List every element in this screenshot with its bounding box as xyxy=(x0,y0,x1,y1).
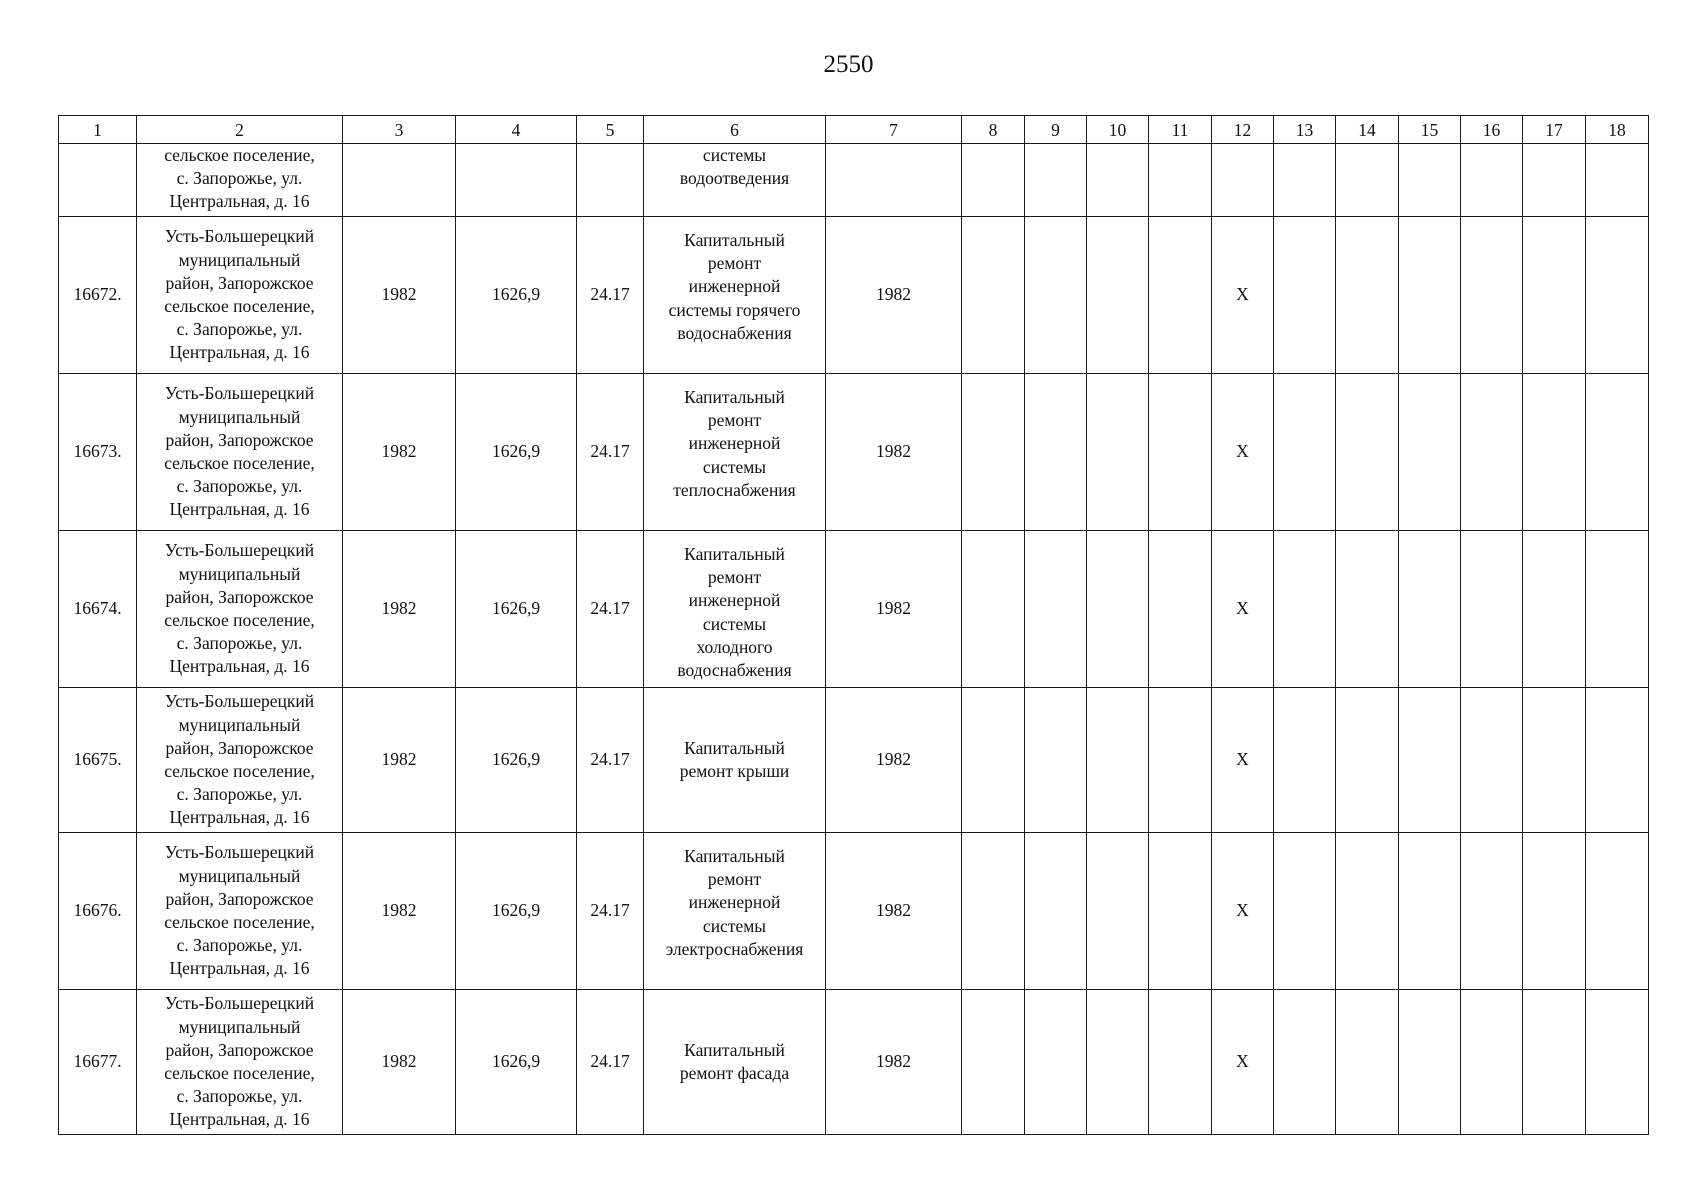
cell-col-11 xyxy=(1149,144,1212,217)
cell-col-11 xyxy=(1149,990,1212,1135)
cell-col-13 xyxy=(1274,374,1336,531)
column-number-12: 12 xyxy=(1212,116,1274,144)
cell-col-15 xyxy=(1399,833,1461,990)
register-table xyxy=(58,115,1649,1135)
column-number-3: 3 xyxy=(343,116,456,144)
address-line: район, Запорожское xyxy=(165,586,314,607)
cell-mark-x: X xyxy=(1212,531,1274,688)
cell-work-type xyxy=(644,144,826,217)
cell-col-9 xyxy=(1025,374,1087,531)
address-line: муниципальный xyxy=(178,865,301,886)
cell-work-type xyxy=(644,374,826,531)
cell-code: 24.17 xyxy=(577,833,644,990)
cell-col-12 xyxy=(1212,144,1274,217)
address-line: район, Запорожское xyxy=(165,1039,314,1060)
cell-col-17 xyxy=(1523,833,1586,990)
cell-col-15 xyxy=(1399,144,1461,217)
cell-work-type xyxy=(644,688,826,833)
cell-row-number: 16672. xyxy=(59,217,137,374)
work-line: ремонт крыши xyxy=(679,761,790,781)
cell-col-14 xyxy=(1336,217,1399,374)
column-number-header-row xyxy=(59,116,1649,144)
address-line: Усть-Большерецкий xyxy=(164,226,315,247)
work-line: ремонт xyxy=(707,253,762,274)
work-line: электроснабжения xyxy=(665,938,804,959)
column-number-13: 13 xyxy=(1274,116,1336,144)
work-line: теплоснабжения xyxy=(673,479,796,500)
address-line: с. Запорожье, ул. xyxy=(176,476,303,497)
cell-col-14 xyxy=(1336,531,1399,688)
cell-col-17 xyxy=(1523,990,1586,1135)
column-number-4: 4 xyxy=(456,116,577,144)
cell-col-11 xyxy=(1149,217,1212,374)
address-line: с. Запорожье, ул. xyxy=(176,168,303,189)
cell-area: 1626,9 xyxy=(456,990,577,1135)
cell-col-8 xyxy=(962,833,1025,990)
address-line: Усть-Большерецкий xyxy=(164,842,315,863)
address-line: район, Запорожское xyxy=(165,737,314,758)
address-line: с. Запорожье, ул. xyxy=(176,935,303,956)
address-line: Центральная, д. 16 xyxy=(169,499,310,520)
work-line: системы xyxy=(702,145,767,165)
cell-year-plan: 1982 xyxy=(826,531,962,688)
address-line: сельское поселение, xyxy=(164,912,315,932)
cell-year-plan: 1982 xyxy=(826,990,962,1135)
cell-col-11 xyxy=(1149,833,1212,990)
table-row xyxy=(59,531,1649,688)
cell-col-14 xyxy=(1336,144,1399,217)
cell-col-13 xyxy=(1274,990,1336,1135)
address-line: с. Запорожье, ул. xyxy=(176,1086,303,1107)
cell-col-16 xyxy=(1461,217,1523,374)
work-line: холодного xyxy=(696,636,773,657)
cell-col-3 xyxy=(343,144,456,217)
cell-col-14 xyxy=(1336,833,1399,990)
address-line: район, Запорожское xyxy=(165,888,314,909)
cell-col-8 xyxy=(962,990,1025,1135)
cell-col-16 xyxy=(1461,990,1523,1135)
cell-col-18 xyxy=(1586,990,1649,1135)
cell-col-11 xyxy=(1149,531,1212,688)
cell-col-8 xyxy=(962,374,1025,531)
cell-col-10 xyxy=(1087,833,1149,990)
cell-col-1 xyxy=(59,144,137,217)
address-line: Усть-Большерецкий xyxy=(164,540,315,561)
cell-col-18 xyxy=(1586,688,1649,833)
column-number-1: 1 xyxy=(59,116,137,144)
cell-area: 1626,9 xyxy=(456,531,577,688)
cell-row-number: 16677. xyxy=(59,990,137,1135)
column-number-15: 15 xyxy=(1399,116,1461,144)
address-line: с. Запорожье, ул. xyxy=(176,319,303,340)
cell-col-17 xyxy=(1523,374,1586,531)
cell-col-17 xyxy=(1523,217,1586,374)
cell-col-16 xyxy=(1461,531,1523,688)
continuation-row xyxy=(59,144,1649,217)
cell-area: 1626,9 xyxy=(456,374,577,531)
work-line: ремонт xyxy=(707,567,762,588)
cell-area: 1626,9 xyxy=(456,688,577,833)
cell-address xyxy=(137,688,343,833)
address-line: муниципальный xyxy=(178,406,301,427)
cell-col-9 xyxy=(1025,144,1087,217)
cell-code: 24.17 xyxy=(577,217,644,374)
cell-col-13 xyxy=(1274,217,1336,374)
work-line: системы xyxy=(702,613,767,634)
address-line: сельское поселение, xyxy=(164,761,315,781)
cell-col-14 xyxy=(1336,688,1399,833)
cell-mark-x: X xyxy=(1212,688,1274,833)
address-line: с. Запорожье, ул. xyxy=(176,633,303,654)
work-line: Капитальный xyxy=(684,1039,785,1060)
work-line: системы xyxy=(702,456,767,477)
cell-year-plan: 1982 xyxy=(826,374,962,531)
work-line: ремонт xyxy=(707,869,762,890)
address-line: Усть-Большерецкий xyxy=(164,691,315,712)
cell-col-18 xyxy=(1586,833,1649,990)
cell-col-9 xyxy=(1025,833,1087,990)
work-line: Капитальный xyxy=(684,387,785,407)
table-row xyxy=(59,688,1649,833)
cell-col-10 xyxy=(1087,990,1149,1135)
column-number-7: 7 xyxy=(826,116,962,144)
cell-col-15 xyxy=(1399,374,1461,531)
cell-col-16 xyxy=(1461,374,1523,531)
address-line: Центральная, д. 16 xyxy=(169,656,310,677)
cell-col-10 xyxy=(1087,688,1149,833)
work-line: ремонт xyxy=(707,410,762,431)
cell-col-9 xyxy=(1025,990,1087,1135)
cell-col-13 xyxy=(1274,144,1336,217)
cell-work-type xyxy=(644,217,826,374)
cell-col-18 xyxy=(1586,531,1649,688)
cell-col-8 xyxy=(962,217,1025,374)
cell-col-5 xyxy=(577,144,644,217)
column-number-18: 18 xyxy=(1586,116,1649,144)
work-line: инженерной xyxy=(688,892,781,913)
cell-year-built: 1982 xyxy=(343,833,456,990)
cell-col-17 xyxy=(1523,531,1586,688)
address-line: сельское поселение, xyxy=(164,1063,315,1083)
address-line: сельское поселение, xyxy=(164,145,315,165)
cell-col-9 xyxy=(1025,688,1087,833)
page-number: 2550 xyxy=(823,51,874,78)
cell-year-built: 1982 xyxy=(343,990,456,1135)
cell-mark-x: X xyxy=(1212,833,1274,990)
cell-col-16 xyxy=(1461,144,1523,217)
address-line: Центральная, д. 16 xyxy=(169,1109,310,1130)
cell-col-17 xyxy=(1523,144,1586,217)
cell-col-13 xyxy=(1274,531,1336,688)
address-line: сельское поселение, xyxy=(164,296,315,316)
cell-year-built: 1982 xyxy=(343,374,456,531)
cell-work-type xyxy=(644,531,826,688)
cell-col-10 xyxy=(1087,217,1149,374)
cell-col-10 xyxy=(1087,144,1149,217)
cell-col-14 xyxy=(1336,990,1399,1135)
work-line: Капитальный xyxy=(684,737,785,758)
address-line: сельское поселение, xyxy=(164,453,315,473)
column-number-17: 17 xyxy=(1523,116,1586,144)
cell-area: 1626,9 xyxy=(456,217,577,374)
address-line: сельское поселение, xyxy=(164,610,315,630)
cell-year-built: 1982 xyxy=(343,217,456,374)
cell-mark-x: X xyxy=(1212,990,1274,1135)
address-line: Центральная, д. 16 xyxy=(169,342,310,363)
address-line: Центральная, д. 16 xyxy=(169,807,310,828)
cell-col-15 xyxy=(1399,217,1461,374)
cell-address xyxy=(137,217,343,374)
address-line: с. Запорожье, ул. xyxy=(176,784,303,805)
cell-col-9 xyxy=(1025,217,1087,374)
work-line: Капитальный xyxy=(684,544,785,564)
address-line: муниципальный xyxy=(178,1016,301,1037)
table-row xyxy=(59,833,1649,990)
address-line: Усть-Большерецкий xyxy=(164,383,315,404)
cell-col-11 xyxy=(1149,688,1212,833)
cell-work-type xyxy=(644,990,826,1135)
cell-address xyxy=(137,374,343,531)
column-number-10: 10 xyxy=(1087,116,1149,144)
cell-address xyxy=(137,144,343,217)
cell-col-8 xyxy=(962,144,1025,217)
cell-col-10 xyxy=(1087,531,1149,688)
cell-col-18 xyxy=(1586,374,1649,531)
address-line: район, Запорожское xyxy=(165,429,314,450)
cell-year-plan: 1982 xyxy=(826,688,962,833)
cell-code: 24.17 xyxy=(577,374,644,531)
column-number-8: 8 xyxy=(962,116,1025,144)
work-line: водоотведения xyxy=(679,168,790,189)
cell-code: 24.17 xyxy=(577,531,644,688)
cell-row-number: 16675. xyxy=(59,688,137,833)
work-line: Капитальный xyxy=(684,846,785,866)
column-number-9: 9 xyxy=(1025,116,1087,144)
cell-col-17 xyxy=(1523,688,1586,833)
table-row xyxy=(59,217,1649,374)
column-number-16: 16 xyxy=(1461,116,1523,144)
cell-col-9 xyxy=(1025,531,1087,688)
cell-col-8 xyxy=(962,688,1025,833)
cell-col-15 xyxy=(1399,990,1461,1135)
address-line: Центральная, д. 16 xyxy=(169,958,310,979)
cell-col-18 xyxy=(1586,217,1649,374)
cell-area: 1626,9 xyxy=(456,833,577,990)
work-line: водоснабжения xyxy=(677,322,792,343)
column-number-14: 14 xyxy=(1336,116,1399,144)
cell-year-built: 1982 xyxy=(343,531,456,688)
cell-code: 24.17 xyxy=(577,688,644,833)
cell-row-number: 16673. xyxy=(59,374,137,531)
work-line: инженерной xyxy=(688,276,781,297)
cell-col-10 xyxy=(1087,374,1149,531)
address-line: Центральная, д. 16 xyxy=(169,191,310,212)
work-line: инженерной xyxy=(688,590,781,611)
cell-work-type xyxy=(644,833,826,990)
cell-address xyxy=(137,531,343,688)
cell-mark-x: X xyxy=(1212,217,1274,374)
table-row xyxy=(59,990,1649,1135)
work-line: инженерной xyxy=(688,433,781,454)
cell-col-18 xyxy=(1586,144,1649,217)
column-number-2: 2 xyxy=(137,116,343,144)
column-number-5: 5 xyxy=(577,116,644,144)
cell-mark-x: X xyxy=(1212,374,1274,531)
cell-col-15 xyxy=(1399,531,1461,688)
column-number-6: 6 xyxy=(644,116,826,144)
cell-col-16 xyxy=(1461,833,1523,990)
address-line: муниципальный xyxy=(178,714,301,735)
address-line: район, Запорожское xyxy=(165,272,314,293)
address-line: муниципальный xyxy=(178,249,301,270)
cell-row-number: 16676. xyxy=(59,833,137,990)
cell-year-plan: 1982 xyxy=(826,833,962,990)
cell-col-15 xyxy=(1399,688,1461,833)
cell-col-7 xyxy=(826,144,962,217)
work-line: Капитальный xyxy=(684,230,785,250)
cell-col-16 xyxy=(1461,688,1523,833)
cell-col-8 xyxy=(962,531,1025,688)
column-number-11: 11 xyxy=(1149,116,1212,144)
cell-col-11 xyxy=(1149,374,1212,531)
work-line: водоснабжения xyxy=(677,660,792,681)
address-line: муниципальный xyxy=(178,563,301,584)
work-line: системы xyxy=(702,915,767,936)
cell-col-13 xyxy=(1274,688,1336,833)
cell-col-13 xyxy=(1274,833,1336,990)
cell-code: 24.17 xyxy=(577,990,644,1135)
cell-col-14 xyxy=(1336,374,1399,531)
cell-address xyxy=(137,833,343,990)
cell-address xyxy=(137,990,343,1135)
work-line: системы горячего xyxy=(668,299,801,320)
work-line: ремонт фасада xyxy=(679,1063,790,1083)
cell-year-plan: 1982 xyxy=(826,217,962,374)
table-row xyxy=(59,374,1649,531)
address-line: Усть-Большерецкий xyxy=(164,993,315,1014)
cell-row-number: 16674. xyxy=(59,531,137,688)
cell-col-4 xyxy=(456,144,577,217)
cell-year-built: 1982 xyxy=(343,688,456,833)
